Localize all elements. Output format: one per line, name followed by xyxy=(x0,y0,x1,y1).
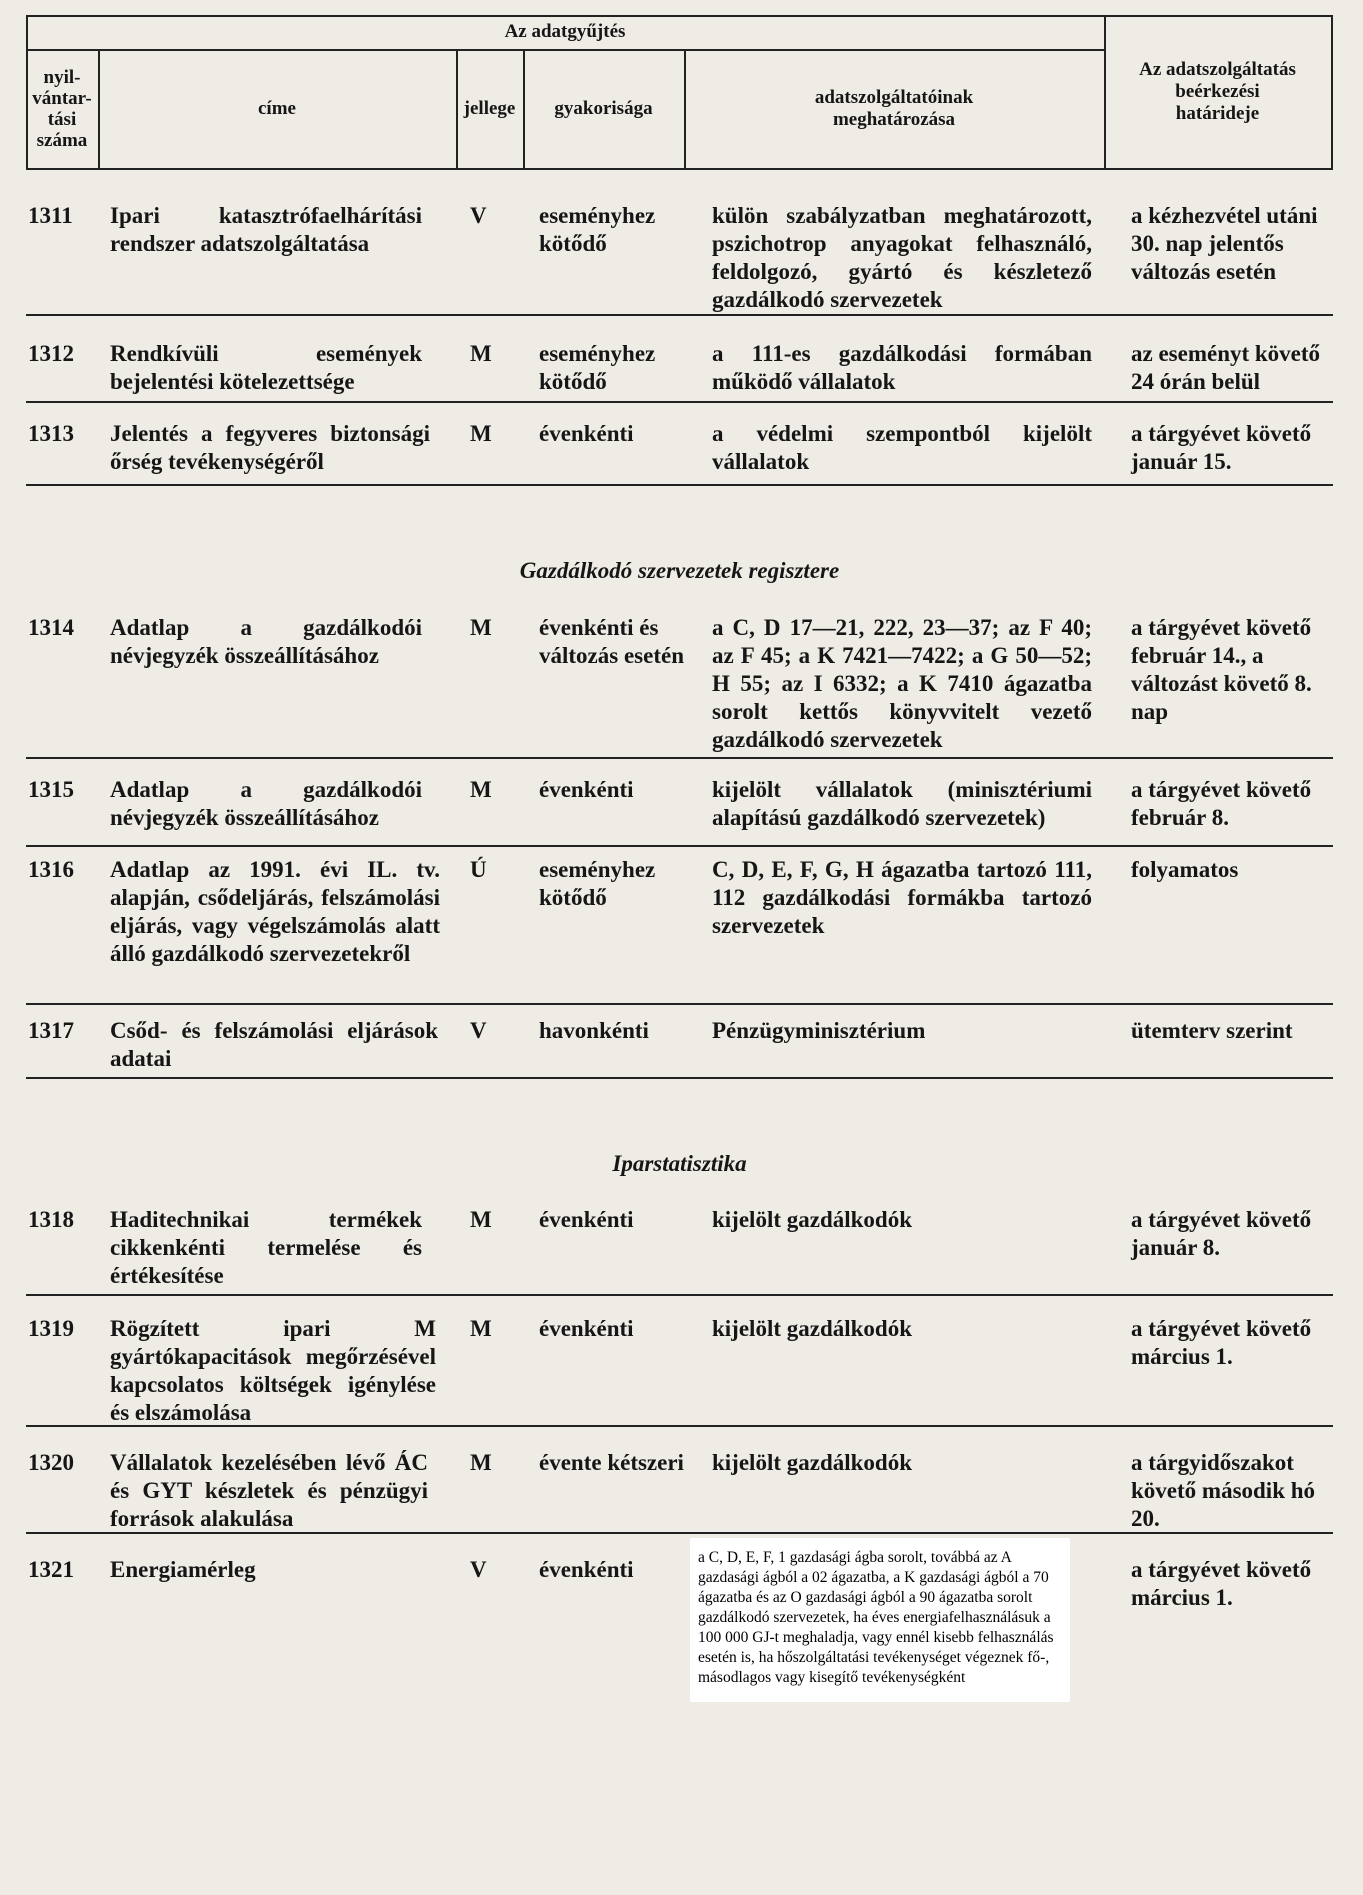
row-divider xyxy=(26,1003,1333,1005)
row-frequency: évenkénti és változás esetén xyxy=(539,615,684,668)
pasted-note: a C, D, E, F, 1 gazdasági ágba sorolt, továbbá az A gazdasági ágból a 02 ágazatba, a K gazdasági ágból a 70 ágazatba és az O gazdasági ágból a 90 ágazatba sorolt gazdálkodó szervezetek, ha éves energiafelhasználásuk a 100 000 GJ-t meghaladja, vagy ennél kisebb felhasználás esetén is, ha hőszolgáltatási tevékenységet végeznek fő-, másodlagos vagy kisegítő tevékenységként xyxy=(690,1538,1070,1702)
row-type: M xyxy=(470,777,492,802)
row-divider xyxy=(26,314,1333,316)
row-providers: kijelölt gazdálkodók xyxy=(712,1207,913,1232)
row-title: Haditechnikai termékek cikkenkénti termelése és értékesítése xyxy=(110,1207,422,1288)
row-deadline: a tárgyévet követő február 8. xyxy=(1131,777,1312,830)
row-deadline: a tárgyidőszakot követő második hó 20. xyxy=(1131,1450,1316,1531)
row-type: M xyxy=(470,615,492,640)
row-frequency: évenkénti xyxy=(539,1557,634,1582)
row-title: Adatlap az 1991. évi IL. tv. alapján, csődeljárás, felszámolási eljárás, vagy végelszámolás alatt álló gazdálkodó szervezetekről xyxy=(110,857,440,966)
row-number: 1314 xyxy=(28,615,74,640)
header-vline xyxy=(1331,15,1333,170)
row-title: Jelentés a fegyveres biztonsági őrség tevékenységéről xyxy=(110,421,430,474)
row-deadline: a tárgyévet követő március 1. xyxy=(1131,1316,1312,1369)
row-title: Rögzített ipari M gyártókapacitások megőrzésével kapcsolatos költségek igénylése és elszámolása xyxy=(110,1316,436,1425)
row-frequency: havonkénti xyxy=(539,1018,649,1043)
header-bottom-border xyxy=(26,168,1333,170)
section-title-industry: Iparstatisztika xyxy=(612,1151,747,1176)
row-type: V xyxy=(470,1018,487,1043)
row-title: Vállalatok kezelésében lévő ÁC és GYT készletek és pénzügyi források alakulása xyxy=(110,1450,428,1531)
row-number: 1319 xyxy=(28,1316,74,1341)
row-divider xyxy=(26,1077,1333,1079)
row-type: M xyxy=(470,1316,492,1341)
row-frequency: eseményhez kötődő xyxy=(539,857,656,910)
row-providers: a védelmi szempontból kijelölt vállalatok xyxy=(712,421,1092,474)
row-providers: Pénzügyminisztérium xyxy=(712,1018,926,1043)
row-providers: külön szabályzatban meghatározott, pszichotrop anyagokat felhasználó, feldolgozó, gyártó és készletező gazdálkodó szervezetek xyxy=(712,203,1092,312)
row-number: 1316 xyxy=(28,857,74,882)
row-deadline: a tárgyévet követő január 15. xyxy=(1131,421,1312,474)
row-providers: kijelölt vállalatok (minisztériumi alapítású gazdálkodó szervezetek) xyxy=(712,777,1092,830)
row-number: 1313 xyxy=(28,421,74,446)
row-title: Energiamérleg xyxy=(110,1557,256,1582)
header-title: címe xyxy=(258,97,296,119)
row-number: 1320 xyxy=(28,1450,74,1475)
row-number: 1317 xyxy=(28,1018,74,1043)
row-frequency: évenkénti xyxy=(539,421,634,446)
row-title: Adatlap a gazdálkodói névjegyzék összeállításához xyxy=(110,615,422,668)
row-number: 1321 xyxy=(28,1557,74,1582)
row-frequency: évente kétszeri xyxy=(539,1450,684,1475)
row-type: M xyxy=(470,341,492,366)
row-number: 1312 xyxy=(28,341,74,366)
row-type: Ú xyxy=(470,857,487,882)
row-divider xyxy=(26,401,1333,403)
row-deadline: a tárgyévet követő március 1. xyxy=(1131,1557,1312,1610)
row-title: Csőd- és felszámolási eljárások adatai xyxy=(110,1018,438,1071)
row-providers: a C, D 17—21, 222, 23—37; az F 40; az F 45; a K 7421—7422; a G 50—52; H 55; az I 6332; a K 7410 ágazatba sorolt kettős könyvvitelt vezető gazdálkodó szervezetek xyxy=(712,615,1092,752)
row-type: V xyxy=(470,203,487,228)
row-deadline: a tárgyévet követő február 14., a változást követő 8. nap xyxy=(1131,615,1312,724)
row-deadline: a tárgyévet követő január 8. xyxy=(1131,1207,1312,1260)
row-deadline: ütemterv szerint xyxy=(1131,1018,1293,1043)
header-providers: adatszolgáltatóinak meghatározása xyxy=(814,86,974,130)
header-group-title: Az adatgyűjtés xyxy=(504,21,626,42)
row-type: M xyxy=(470,1207,492,1232)
row-frequency: évenkénti xyxy=(539,777,634,802)
row-title: Ipari katasztrófaelhárítási rendszer adatszolgáltatása xyxy=(110,203,422,256)
row-providers: a 111-es gazdálkodási formában működő vállalatok xyxy=(712,341,1092,394)
section-title-registry: Gazdálkodó szervezetek regisztere xyxy=(519,558,840,583)
row-providers: kijelölt gazdálkodók xyxy=(712,1316,913,1341)
row-type: V xyxy=(470,1557,487,1582)
row-title: Adatlap a gazdálkodói névjegyzék összeállításához xyxy=(110,777,422,830)
row-frequency: évenkénti xyxy=(539,1316,634,1341)
row-divider xyxy=(26,845,1333,847)
header-deadline: Az adatszolgáltatás beérkezési határideje xyxy=(1139,58,1296,124)
row-deadline: az eseményt követő 24 órán belül xyxy=(1131,341,1321,394)
row-providers: kijelölt gazdálkodók xyxy=(712,1450,913,1475)
header-frequency: gyakorisága xyxy=(554,97,653,119)
row-type: M xyxy=(470,1450,492,1475)
row-divider xyxy=(26,1294,1333,1296)
row-number: 1311 xyxy=(28,203,73,228)
row-deadline: folyamatos xyxy=(1131,857,1239,882)
row-title: Rendkívüli események bejelentési kötelezettsége xyxy=(110,341,422,394)
row-deadline: a kézhezvétel utáni 30. nap jelentős változás esetén xyxy=(1131,203,1318,284)
row-divider xyxy=(26,484,1333,486)
row-divider xyxy=(26,757,1333,759)
row-frequency: eseményhez kötődő xyxy=(539,341,656,394)
row-type: M xyxy=(470,421,492,446)
header-type: jellege xyxy=(463,97,516,119)
row-frequency: eseményhez kötődő xyxy=(539,203,656,256)
row-number: 1318 xyxy=(28,1207,74,1232)
row-frequency: évenkénti xyxy=(539,1207,634,1232)
row-number: 1315 xyxy=(28,777,74,802)
header-number: nyil- vántar- tási száma xyxy=(32,66,92,151)
row-providers: C, D, E, F, G, H ágazatba tartozó 111, 112 gazdálkodási formákba tartozó szervezetek xyxy=(712,857,1092,938)
